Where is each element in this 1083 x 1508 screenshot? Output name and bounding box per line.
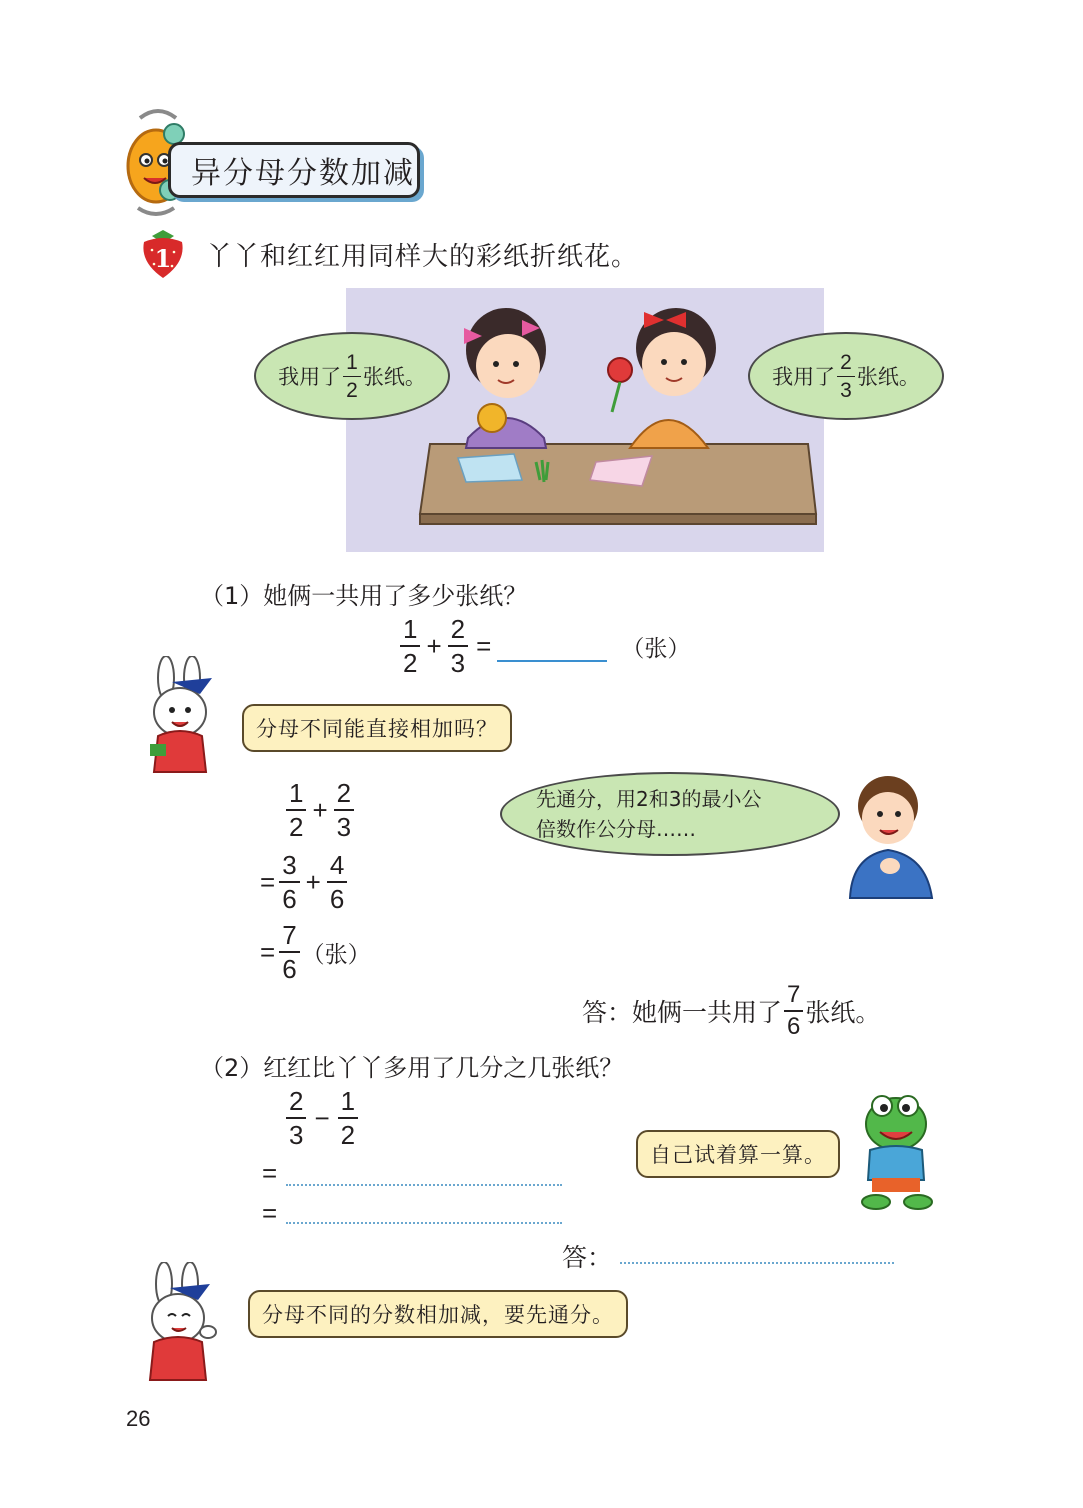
frog-illustration [852,1088,942,1212]
rabbit-teacher-illustration-2 [140,1262,224,1386]
part2-label: （2） [200,1054,264,1082]
part2-question [200,1048,623,1083]
problem-statement: 丫丫和红红用同样大的彩纸折纸花。 [206,242,639,272]
girls-folding-flowers-illustration [346,288,824,552]
part2-answer-label: 答： [562,1243,613,1272]
speech-right-suffix: 张纸。 [856,365,920,389]
part1-label: （1） [200,582,264,610]
rabbit-teacher-illustration [142,656,224,778]
problem-number: 1 [154,244,172,273]
problem-number-badge [140,228,186,280]
frog-speech-bubble: 自己试着算一算。 [636,1130,840,1178]
part1-text: 她俩一共用了多少张纸？ [263,582,528,610]
answer-fraction-7-6: $\frac{7}{6}$ [784,983,803,1039]
step-3: = $\frac{7}{6}$ （张） [260,920,371,984]
rabbit-speech-bubble-1: 分母不同能直接相加吗？ [242,704,512,752]
part2-blank-2[interactable] [286,1222,562,1224]
part2-text: 红红比丫丫多用了几分之几张纸？ [263,1054,624,1082]
section-title: 异分母分数加减 [191,156,415,191]
speech-right-fraction: $\frac{2}{3}$ [837,352,855,401]
answer-blank[interactable] [497,630,607,662]
part2-equals-1: = [262,1158,278,1188]
illustration-scene [346,288,824,552]
speech-left-prefix: 我用了 [278,365,342,389]
fraction-2-3: $\frac{2}{3}$ [448,616,468,676]
rabbit-speech-bubble-2: 分母不同的分数相加减，要先通分。 [248,1290,628,1338]
part2-expression: $\frac{2}{3}$ − $\frac{1}{2}$ [284,1088,360,1148]
part1-equation: $\frac{1}{2}$ + $\frac{2}{3}$ = （张） [398,614,690,678]
boy-illustration [842,770,938,900]
step-1: $\frac{1}{2}$ + $\frac{2}{3}$ [284,780,356,840]
speech-cloud-left [254,332,450,420]
part2-equals-2: = [262,1198,278,1228]
section-header [118,104,428,220]
fraction-1-2: $\frac{1}{2}$ [400,616,420,676]
part2-blank-1[interactable] [286,1184,562,1186]
part2-answer-blank[interactable] [620,1262,894,1264]
speech-left-suffix: 张纸。 [362,365,426,389]
speech-left-fraction: $\frac{1}{2}$ [343,352,361,401]
speech-right-prefix: 我用了 [772,365,836,389]
page-number: 26 [126,1406,151,1431]
part1-question [200,576,527,611]
step-2: = $\frac{3}{6}$ + $\frac{4}{6}$ [260,852,349,912]
section-title-box [168,142,420,198]
part1-answer: 答：她俩一共用了 $\frac{7}{6}$ 张纸。 [582,981,881,1040]
unit-label: （张） [621,635,691,662]
speech-cloud-right [748,332,944,420]
boy-speech-cloud: 先通分，用2和3的最小公 倍数作公分母…… [500,772,840,856]
